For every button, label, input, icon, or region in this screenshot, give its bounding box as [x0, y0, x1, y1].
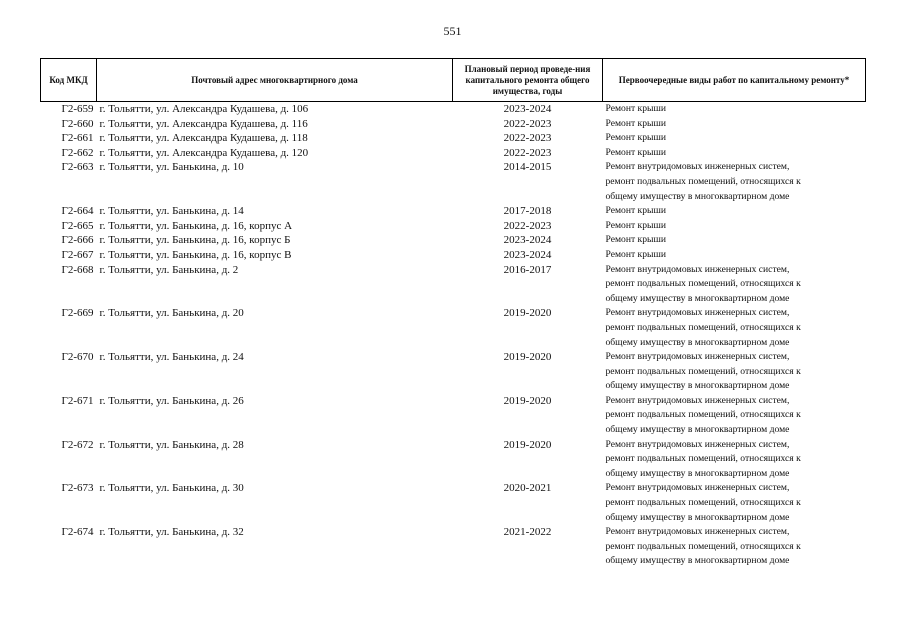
works-cell — [603, 233, 866, 248]
works-line: Ремонт крыши — [605, 234, 666, 246]
works-line: Ремонт внутридомовых инженерных систем, — [605, 438, 790, 450]
mkd-code-cell: Г2-667 — [61, 248, 94, 261]
works-line: общему имуществу в многоквартирном доме — [605, 511, 790, 523]
table-row — [41, 438, 866, 482]
table-row — [41, 525, 866, 569]
works-line: ремонт подвальных помещений, относящихся к — [605, 365, 801, 377]
works-line: ремонт подвальных помещений, относящихся к — [605, 409, 801, 421]
period-cell: 2017-2018 — [503, 205, 552, 218]
works-line: общему имуществу в многоквартирном доме — [605, 467, 790, 479]
works-cell — [603, 102, 866, 117]
table-row — [41, 394, 866, 438]
works-cell — [603, 131, 866, 146]
period-cell: 2022-2023 — [503, 132, 552, 145]
works-line: Ремонт внутридомовых инженерных систем, — [605, 263, 790, 275]
table-row — [41, 102, 866, 117]
table-row — [41, 233, 866, 248]
address-cell: г. Тольятти, ул. Банькина, д. 20 — [99, 307, 244, 320]
mkd-code-cell: Г2-674 — [61, 526, 94, 539]
address-cell: г. Тольятти, ул. Банькина, д. 14 — [99, 205, 244, 218]
mkd-code-cell: Г2-671 — [61, 394, 94, 407]
header-row — [41, 59, 866, 102]
period-cell: 2022-2023 — [503, 117, 552, 130]
table-row — [41, 146, 866, 161]
table-header — [41, 59, 866, 102]
table-row — [41, 481, 866, 525]
address-cell: г. Тольятти, ул. Банькина, д. 10 — [99, 161, 244, 174]
mkd-code-cell: Г2-664 — [61, 205, 94, 218]
address-cell: г. Тольятти, ул. Банькина, д. 16, корпус Б — [99, 234, 291, 247]
works-cell — [603, 525, 866, 569]
mkd-code-cell: Г2-665 — [61, 219, 94, 232]
works-line: общему имуществу в многоквартирном доме — [605, 292, 790, 304]
works-line: общему имуществу в многоквартирном доме — [605, 380, 790, 392]
works-line: Ремонт крыши — [605, 146, 666, 158]
header-works: Первоочередные виды работ по капитальному ремонту* — [603, 59, 866, 102]
works-line: Ремонт внутридомовых инженерных систем, — [605, 307, 790, 319]
works-cell — [603, 248, 866, 263]
works-line: Ремонт внутридомовых инженерных систем, — [605, 526, 790, 538]
works-line: ремонт подвальных помещений, относящихся к — [605, 453, 801, 465]
address-cell: г. Тольятти, ул. Банькина, д. 24 — [99, 351, 244, 364]
mkd-code-cell: Г2-666 — [61, 234, 94, 247]
works-line: ремонт подвальных помещений, относящихся к — [605, 175, 801, 187]
works-line: Ремонт крыши — [605, 132, 666, 144]
works-cell — [603, 438, 866, 482]
works-cell — [603, 350, 866, 394]
table-row — [41, 350, 866, 394]
works-line: Ремонт крыши — [605, 248, 666, 260]
works-cell — [603, 204, 866, 219]
table-row — [41, 306, 866, 350]
header-period: Плановый период проведе-ния капитального ремонта общего имущества, годы — [453, 59, 603, 102]
works-cell — [603, 160, 866, 204]
works-cell — [603, 263, 866, 307]
mkd-code-cell: Г2-670 — [61, 351, 94, 364]
mkd-code-cell: Г2-669 — [61, 307, 94, 320]
address-cell: г. Тольятти, ул. Александра Кудашева, д. 118 — [99, 132, 308, 145]
header-address: Почтовый адрес многоквартирного дома — [97, 59, 453, 102]
works-line: ремонт подвальных помещений, относящихся к — [605, 321, 801, 333]
works-line: общему имуществу в многоквартирном доме — [605, 424, 790, 436]
address-cell: г. Тольятти, ул. Банькина, д. 2 — [99, 263, 239, 276]
works-line: ремонт подвальных помещений, относящихся к — [605, 497, 801, 509]
mkd-code-cell: Г2-672 — [61, 438, 94, 451]
works-line: Ремонт внутридомовых инженерных систем, — [605, 351, 790, 363]
mkd-code-cell: Г2-661 — [61, 132, 94, 145]
works-line: общему имуществу в многоквартирном доме — [605, 336, 790, 348]
works-line: Ремонт крыши — [605, 219, 666, 231]
page-number: 551 — [443, 24, 462, 38]
mkd-code-cell: Г2-659 — [61, 103, 94, 115]
period-cell: 2019-2020 — [503, 394, 552, 407]
period-cell: 2020-2021 — [503, 482, 552, 495]
period-cell: 2023-2024 — [503, 248, 552, 261]
works-line: Ремонт внутридомовых инженерных систем, — [605, 394, 790, 406]
address-cell: г. Тольятти, ул. Банькина, д. 16, корпус В — [99, 248, 292, 261]
address-cell: г. Тольятти, ул. Банькина, д. 28 — [99, 438, 244, 451]
address-cell: г. Тольятти, ул. Банькина, д. 16, корпус А — [99, 219, 293, 232]
period-cell: 2023-2024 — [503, 103, 552, 115]
table-row — [41, 131, 866, 146]
table-body — [41, 102, 866, 570]
period-cell: 2023-2024 — [503, 234, 552, 247]
address-cell: г. Тольятти, ул. Банькина, д. 32 — [99, 526, 244, 539]
address-cell: г. Тольятти, ул. Александра Кудашева, д. 116 — [99, 117, 308, 130]
table-row — [41, 204, 866, 219]
capital-repair-table — [40, 58, 866, 569]
works-line: общему имуществу в многоквартирном доме — [605, 555, 790, 567]
address-cell: г. Тольятти, ул. Александра Кудашева, д. 120 — [99, 146, 309, 159]
mkd-code-cell: Г2-673 — [61, 482, 94, 495]
mkd-code-cell: Г2-660 — [61, 117, 94, 130]
works-line: Ремонт крыши — [605, 117, 666, 129]
header-code: Код МКД — [41, 59, 97, 102]
address-cell: г. Тольятти, ул. Банькина, д. 26 — [99, 394, 244, 407]
period-cell: 2021-2022 — [503, 526, 552, 539]
works-cell — [603, 306, 866, 350]
period-cell: 2019-2020 — [503, 307, 552, 320]
table-row — [41, 248, 866, 263]
works-line: Ремонт крыши — [605, 103, 666, 114]
works-line: ремонт подвальных помещений, относящихся к — [605, 540, 801, 552]
period-cell: 2016-2017 — [503, 263, 552, 276]
mkd-code-cell: Г2-662 — [61, 146, 94, 159]
table-row — [41, 117, 866, 132]
works-line: Ремонт внутридомовых инженерных систем, — [605, 161, 790, 173]
address-cell: г. Тольятти, ул. Банькина, д. 30 — [99, 482, 244, 495]
period-cell: 2022-2023 — [503, 219, 552, 232]
works-cell — [603, 146, 866, 161]
works-line: общему имуществу в многоквартирном доме — [605, 190, 790, 202]
mkd-code-cell: Г2-663 — [61, 161, 94, 174]
works-cell — [603, 481, 866, 525]
works-cell — [603, 394, 866, 438]
period-cell: 2019-2020 — [503, 351, 552, 364]
period-cell: 2014-2015 — [503, 161, 552, 174]
works-cell — [603, 117, 866, 132]
address-cell: г. Тольятти, ул. Александра Кудашева, д. 106 — [99, 103, 309, 115]
works-line: Ремонт крыши — [605, 205, 666, 217]
table-row — [41, 219, 866, 234]
period-cell: 2022-2023 — [503, 146, 552, 159]
works-cell — [603, 219, 866, 234]
mkd-code-cell: Г2-668 — [61, 263, 94, 276]
works-line: Ремонт внутридомовых инженерных систем, — [605, 482, 790, 494]
table-row — [41, 160, 866, 204]
period-cell: 2019-2020 — [503, 438, 552, 451]
table-row — [41, 263, 866, 307]
works-line: ремонт подвальных помещений, относящихся к — [605, 278, 801, 290]
